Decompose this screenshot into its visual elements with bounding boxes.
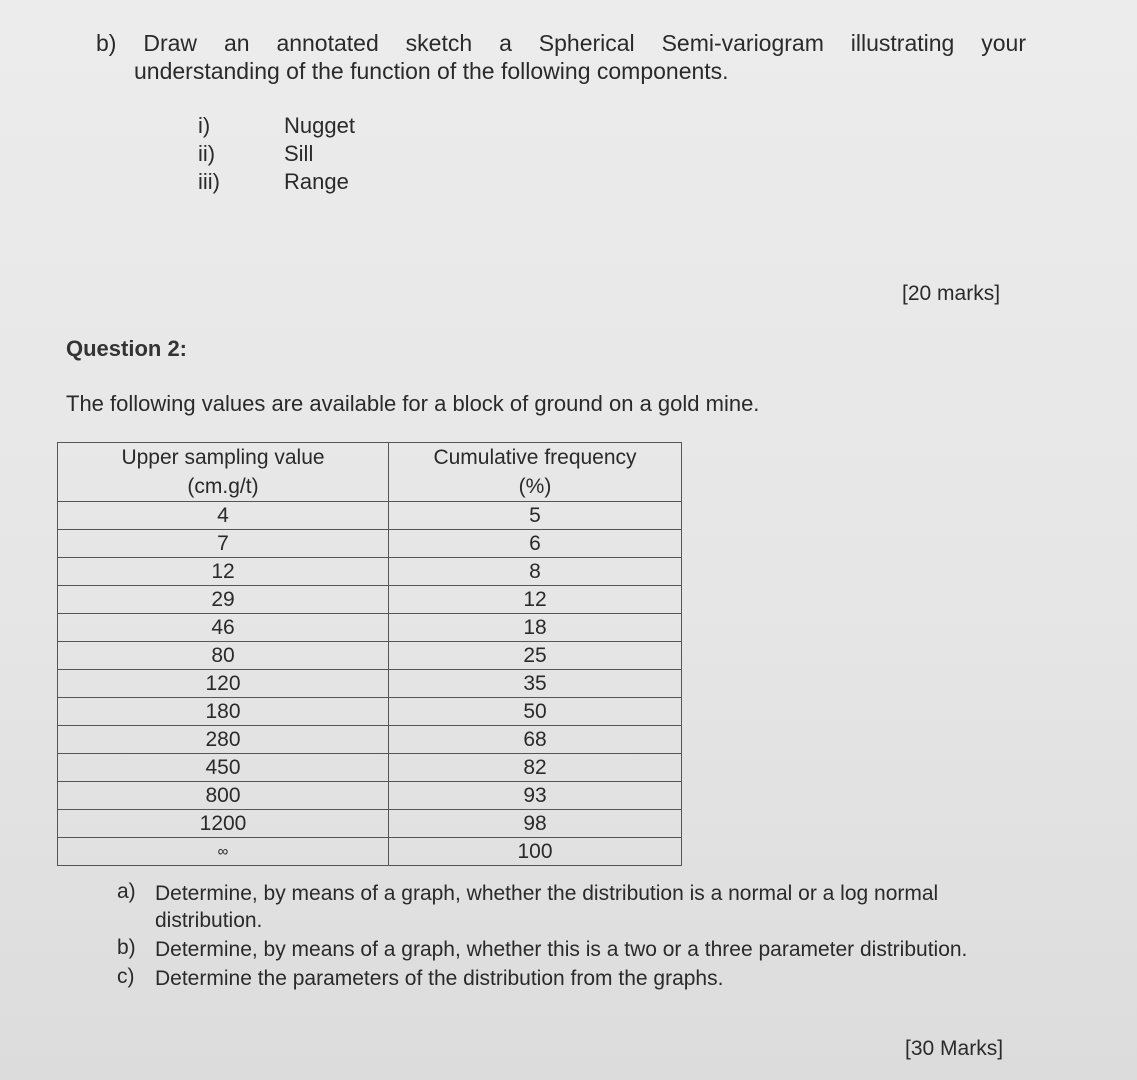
word: a: [499, 30, 512, 56]
table-row: [58, 586, 682, 614]
sampling-table: [57, 442, 682, 866]
cell-upper-sampling-value: 4: [58, 502, 389, 530]
question2-intro: The following values are available for a block of ground on a gold mine.: [66, 391, 760, 416]
cell-cumulative-frequency: 98: [389, 810, 682, 838]
task-text: Determine, by means of a graph, whether the distribution is a normal or a log normal distribution.: [155, 882, 939, 932]
cell-upper-sampling-value: 46: [58, 614, 389, 642]
word: an: [223, 30, 250, 56]
table-row: [58, 782, 682, 810]
cell-upper-sampling-value: ∞: [58, 838, 389, 866]
table-row: [58, 530, 682, 558]
header-text: Upper sampling value (cm.g/t): [121, 446, 325, 498]
component-item: [198, 168, 355, 196]
task-text: Determine the parameters of the distribution from the graphs.: [155, 967, 724, 990]
table-row: [58, 502, 682, 530]
question-b-line2: understanding of the function of the following components.: [134, 58, 729, 84]
word: your: [981, 30, 1026, 56]
task-letter: c): [117, 965, 135, 988]
component-text: Nugget: [284, 113, 355, 138]
word: Draw: [143, 30, 198, 56]
header-upper-sampling-value: [58, 443, 389, 502]
table-row: [58, 698, 682, 726]
cell-cumulative-frequency: 50: [389, 698, 682, 726]
cell-cumulative-frequency: 93: [389, 782, 682, 810]
component-text: Sill: [284, 141, 314, 166]
component-number: iii): [198, 169, 220, 194]
header-cumulative-frequency: [389, 443, 682, 502]
table-row: [58, 754, 682, 782]
word: Semi-variogram: [661, 30, 824, 56]
cell-upper-sampling-value: 1200: [58, 810, 389, 838]
cell-cumulative-frequency: 35: [389, 670, 682, 698]
cell-upper-sampling-value: 280: [58, 726, 389, 754]
table-row: [58, 642, 682, 670]
task-item: [117, 936, 1027, 963]
table-row: [58, 838, 682, 866]
table-header-row: [58, 443, 682, 502]
table-row: [58, 810, 682, 838]
table-row: [58, 558, 682, 586]
question-b-line1: [96, 30, 1026, 57]
task-letter: b): [117, 936, 136, 959]
component-item: [198, 140, 355, 168]
question-b-label: b): [96, 30, 117, 56]
question2-title: Question 2:: [66, 336, 188, 361]
component-number: i): [198, 113, 211, 138]
cell-upper-sampling-value: 29: [58, 586, 389, 614]
table-row: [58, 614, 682, 642]
cell-upper-sampling-value: 800: [58, 782, 389, 810]
task-list: [117, 880, 1027, 994]
table-body: [58, 502, 682, 866]
task-item: [117, 880, 1027, 934]
task-text: Determine, by means of a graph, whether this is a two or a three parameter distribution.: [155, 938, 968, 961]
cell-cumulative-frequency: 5: [389, 502, 682, 530]
task-letter: a): [117, 880, 136, 903]
component-item: [198, 112, 355, 140]
word: illustrating: [850, 30, 955, 56]
cell-upper-sampling-value: 7: [58, 530, 389, 558]
cell-cumulative-frequency: 82: [389, 754, 682, 782]
marks-b: [20 marks]: [902, 282, 1001, 305]
word: Spherical: [538, 30, 635, 56]
cell-cumulative-frequency: 18: [389, 614, 682, 642]
cell-cumulative-frequency: 25: [389, 642, 682, 670]
table-row: [58, 726, 682, 754]
cell-upper-sampling-value: 12: [58, 558, 389, 586]
components-list: [198, 112, 355, 196]
cell-cumulative-frequency: 6: [389, 530, 682, 558]
word: sketch: [405, 30, 473, 56]
header-text: Cumulative frequency (%): [433, 446, 637, 498]
table-row: [58, 670, 682, 698]
word: annotated: [276, 30, 379, 56]
cell-cumulative-frequency: 100: [389, 838, 682, 866]
cell-upper-sampling-value: 80: [58, 642, 389, 670]
marks-q2: [30 Marks]: [905, 1037, 1004, 1060]
task-item: [117, 965, 1027, 992]
cell-cumulative-frequency: 8: [389, 558, 682, 586]
cell-upper-sampling-value: 120: [58, 670, 389, 698]
component-number: ii): [198, 141, 216, 166]
cell-upper-sampling-value: 180: [58, 698, 389, 726]
component-text: Range: [284, 169, 349, 194]
cell-cumulative-frequency: 68: [389, 726, 682, 754]
cell-cumulative-frequency: 12: [389, 586, 682, 614]
cell-upper-sampling-value: 450: [58, 754, 389, 782]
